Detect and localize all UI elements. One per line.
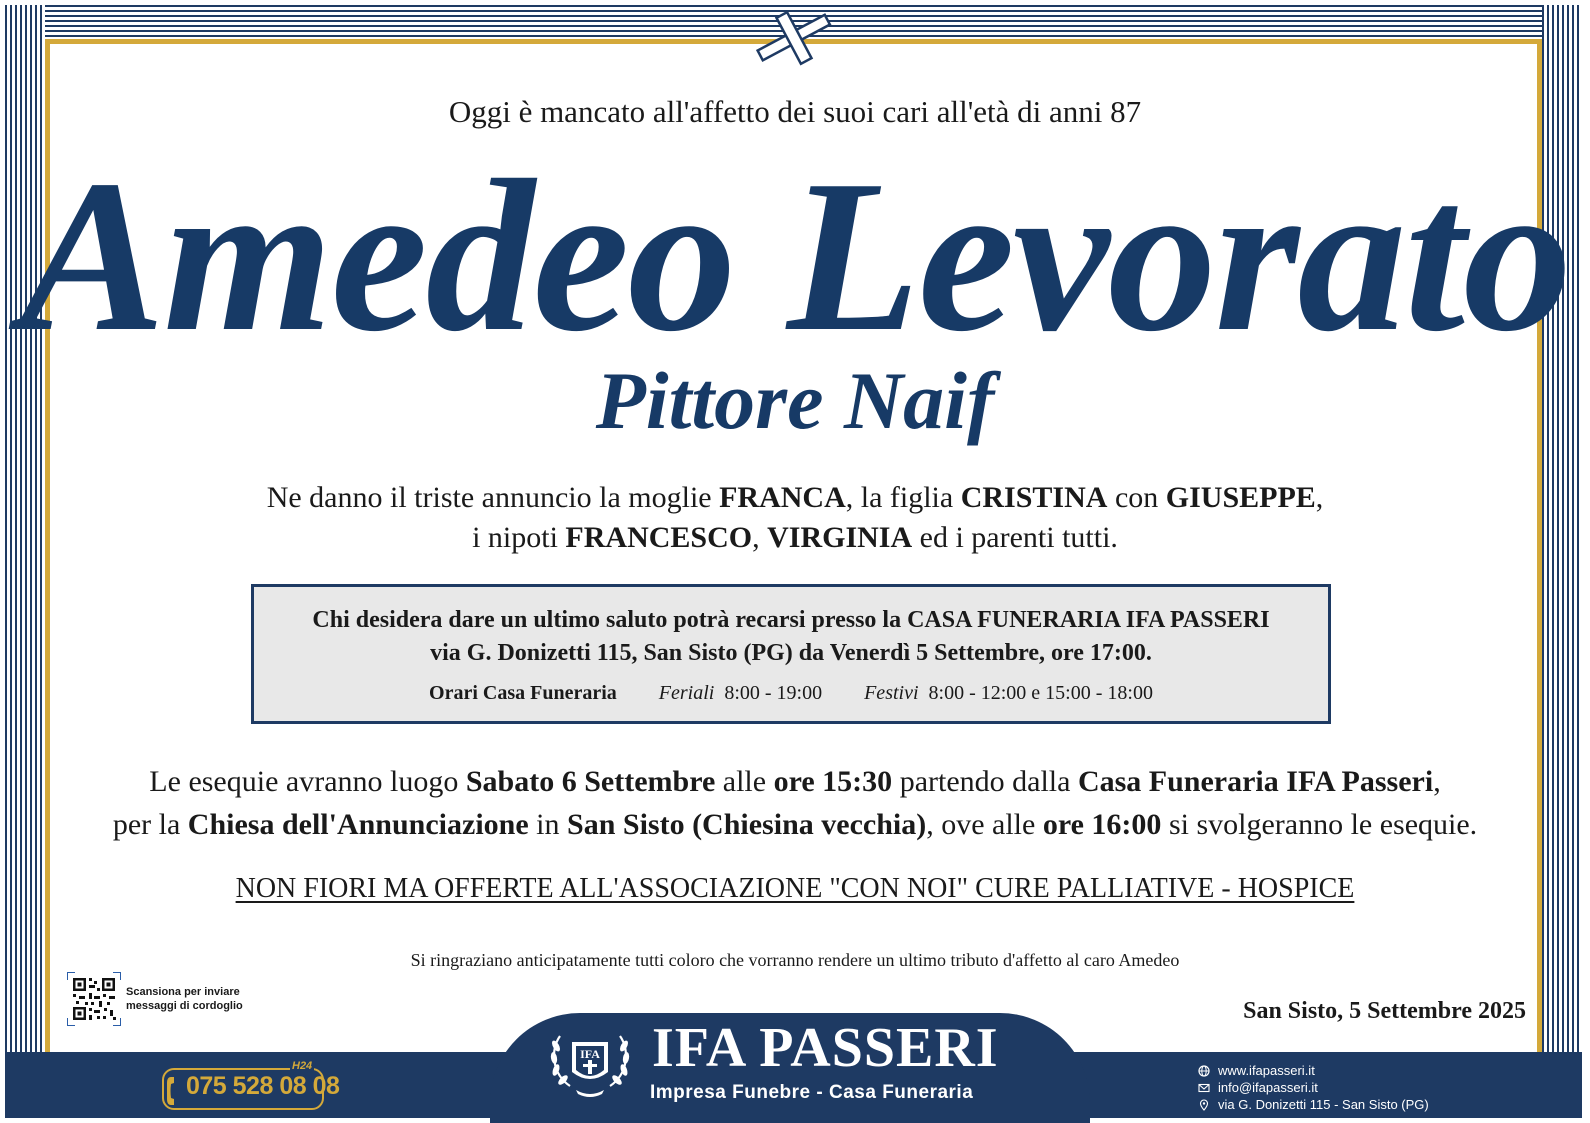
- visitation-line-1: Chi desidera dare un ultimo saluto potrà recarsi presso la CASA FUNERARIA IFA PASSERI: [312, 607, 1270, 633]
- location-pin-icon: [1198, 1099, 1210, 1111]
- funeral-line-1: [0, 760, 1590, 803]
- holiday-label: Festivi: [864, 682, 919, 704]
- qr-code[interactable]: [67, 972, 121, 1026]
- family-announcement: [0, 478, 1590, 558]
- text-segment: Ne danno il triste annuncio la moglie: [266, 481, 720, 514]
- logo-text: IFA: [580, 1047, 600, 1061]
- email-link[interactable]: info@ifapasseri.it: [1218, 1080, 1318, 1095]
- text-segment: partendo dalla: [892, 765, 1078, 798]
- bold-segment: CRISTINA: [960, 481, 1108, 514]
- text-segment: Le esequie avranno luogo: [149, 765, 466, 798]
- website-link[interactable]: www.ifapasseri.it: [1218, 1063, 1315, 1078]
- bold-segment: GIUSEPPE: [1165, 481, 1316, 514]
- bold-segment: Casa Funeraria IFA Passeri: [1077, 765, 1434, 798]
- bold-segment: VIRGINIA: [767, 521, 913, 554]
- text-segment: alle: [715, 765, 774, 798]
- text-segment: ,: [1315, 481, 1324, 514]
- text-segment: i nipoti: [472, 521, 566, 554]
- h24-badge: H24: [292, 1060, 313, 1072]
- qr-label: Scansiona per inviare messaggi di cordoglio: [126, 986, 243, 1012]
- bold-segment: Chiesa dell'Annunciazione: [187, 808, 529, 841]
- family-line-1: [0, 478, 1590, 518]
- weekday-hours: 8:00 - 19:00: [724, 682, 823, 704]
- family-line-2: [0, 518, 1590, 558]
- date-place: San Sisto, 5 Settembre 2025: [1243, 998, 1526, 1024]
- website-row[interactable]: [1198, 1062, 1429, 1079]
- no-flowers-notice: NON FIORI MA OFFERTE ALL'ASSOCIAZIONE "CON NOI" CURE PALLIATIVE - HOSPICE: [235, 873, 1355, 904]
- bold-segment: San Sisto (Chiesina vecchia): [567, 808, 927, 841]
- ifa-logo: [546, 1020, 634, 1100]
- deceased-name: Amedeo Levorato: [19, 136, 1571, 377]
- text-segment: ,: [1433, 765, 1441, 798]
- globe-icon: [1198, 1065, 1210, 1077]
- visitation-box: [251, 584, 1331, 724]
- visitation-line-2: via G. Donizetti 115, San Sisto (PG) da Venerdì 5 Settembre, ore 17:00.: [430, 640, 1152, 666]
- intro-text: Oggi è mancato all'affetto dei suoi cari all'età di anni 87: [448, 94, 1142, 129]
- phone-number[interactable]: 075 528 08 08: [186, 1072, 340, 1100]
- bold-segment: ore 16:00: [1042, 808, 1162, 841]
- visitation-hours: [254, 682, 1328, 705]
- text-segment: , ove alle: [926, 808, 1043, 841]
- bold-segment: ore 15:30: [773, 765, 893, 798]
- text-segment: si svolgeranno le esequie.: [1161, 808, 1478, 841]
- email-row[interactable]: [1198, 1079, 1429, 1096]
- thanks-text: Si ringraziano anticipatamente tutti coloro che vorranno rendere un ultimo tributo d'affetto al caro Amedeo: [410, 950, 1180, 970]
- text-segment: , la figlia: [845, 481, 961, 514]
- bold-segment: FRANCESCO: [565, 521, 753, 554]
- text-segment: ,: [752, 521, 768, 554]
- brand-tagline: Impresa Funebre - Casa Funeraria: [650, 1082, 974, 1103]
- mail-icon: [1198, 1082, 1210, 1094]
- bold-segment: FRANCA: [719, 481, 846, 514]
- text-segment: con: [1107, 481, 1166, 514]
- address-row: [1198, 1096, 1429, 1113]
- cross-icon: [744, 8, 844, 68]
- phone-icon: [165, 1075, 183, 1107]
- funeral-line-2: [0, 803, 1590, 846]
- address-text: via G. Donizetti 115 - San Sisto (PG): [1218, 1097, 1429, 1112]
- funeral-details: [0, 760, 1590, 846]
- text-segment: ed i parenti tutti.: [912, 521, 1118, 554]
- text-segment: per la: [112, 808, 188, 841]
- deceased-role: Pittore Naif: [595, 355, 995, 446]
- text-segment: in: [528, 808, 568, 841]
- brand-name: IFA PASSERI: [652, 1017, 999, 1079]
- hours-label: Orari Casa Funeraria: [429, 682, 617, 704]
- holiday-hours: 8:00 - 12:00 e 15:00 - 18:00: [928, 682, 1153, 704]
- weekday-label: Feriali: [658, 682, 715, 704]
- footer-contacts: [1198, 1062, 1429, 1113]
- bold-segment: Sabato 6 Settembre: [465, 765, 716, 798]
